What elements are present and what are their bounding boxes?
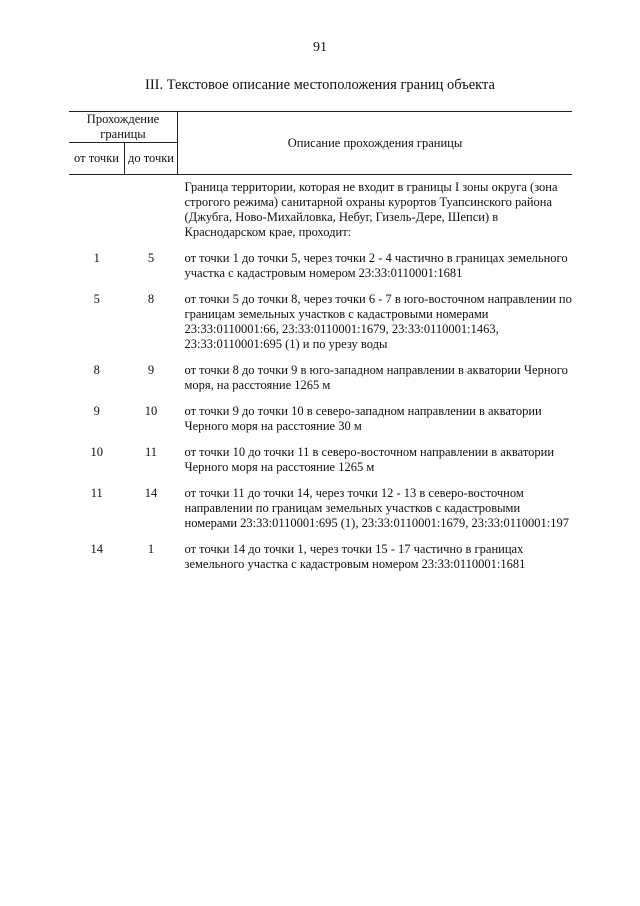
- header-boundary-description: Описание прохождения границы: [178, 112, 573, 175]
- from-point-cell: 9: [93, 404, 100, 418]
- section-title: III. Текстовое описание местоположения границ объекта: [145, 77, 495, 93]
- table-row: [69, 404, 572, 434]
- to-point-cell: 8: [147, 292, 155, 306]
- from-point-cell: 10: [90, 445, 103, 459]
- page-number: 91: [313, 40, 327, 55]
- table-row: [69, 251, 572, 281]
- header-from-point: от точки: [69, 143, 125, 175]
- to-point-cell: 1: [147, 542, 155, 556]
- to-point-cell: 10: [144, 404, 158, 418]
- boundary-table: [69, 111, 572, 572]
- description-cell: от точки 10 до точки 11 в северо-восточном направлении в акватории Черного моря на расстояние 1265 м: [184, 445, 555, 474]
- description-cell: от точки 1 до точки 5, через точки 2 - 4 частично в границах земельного участка с кадастровым номером 23:33:0110001:1681: [184, 251, 568, 280]
- table-row: [69, 486, 572, 531]
- description-cell: от точки 9 до точки 10 в северо-западном направлении в акватории Черного моря на расстояние 30 м: [184, 404, 542, 433]
- header-boundary-passage: Прохождение границы: [69, 112, 178, 143]
- header-to-point: до точки: [125, 143, 178, 175]
- table-row: [69, 363, 572, 393]
- to-point-cell: 5: [147, 251, 155, 265]
- table-row: [69, 445, 572, 475]
- to-point-cell: 14: [144, 486, 158, 500]
- description-cell: от точки 14 до точки 1, через точки 15 - 17 частично в границах земельного участка с кадастровым номером 23:33:0110001:1681: [184, 542, 526, 571]
- from-point-cell: 14: [90, 542, 103, 556]
- table-row: [69, 542, 572, 572]
- description-cell: от точки 5 до точки 8, через точки 6 - 7 в юго-восточном направлении по границам земельных участков с кадастровыми номерами 23:33:0110001:66, 23:33:0110001:1679, 23:33:0110001:1463, 23:33:0110001:695 (1) и по урезу воды: [184, 292, 572, 351]
- from-point-cell: 8: [93, 363, 100, 377]
- from-point-cell: 5: [93, 292, 100, 306]
- table-row: [69, 292, 572, 352]
- to-point-cell: 9: [147, 363, 155, 377]
- intro-row: [69, 175, 572, 241]
- intro-text: Граница территории, которая не входит в границы I зоны округа (зона строгого режима) санитарной охраны курортов Туапсинского района (Джубга, Ново-Михайловка, Небуг, Гизель-Дере, Шепси) в Краснодарском крае, проходит:: [184, 180, 558, 239]
- from-point-cell: 1: [93, 251, 100, 265]
- description-cell: от точки 8 до точки 9 в юго-западном направлении в акватории Черного моря, на расстояние 1265 м: [184, 363, 568, 392]
- from-point-cell: 11: [90, 486, 103, 500]
- description-cell: от точки 11 до точки 14, через точки 12 - 13 в северо-восточном направлении по границам земельных участков с кадастровыми номерами 23:33:0110001:695 (1), 23:33:0110001:1679, 23:33:0110001:197: [184, 486, 569, 530]
- to-point-cell: 11: [144, 445, 158, 459]
